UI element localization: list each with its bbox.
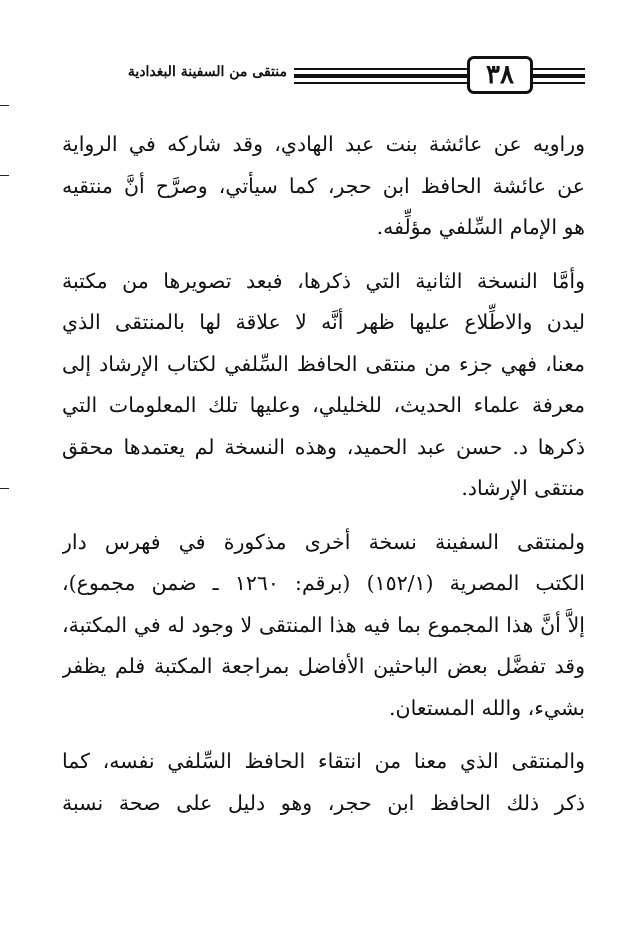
text-line: وقد تفضَّل بعض الباحثين الأفاضل بمراجعة المكتبة فلم يظفر [62,654,585,678]
header-rule-right [533,74,585,78]
text-line: الكتب المصرية (١٥٢/١) (برقم: ١٢٦٠ ـ ضمن مجموع)، [62,571,585,595]
page-header [62,54,585,100]
text-line: ولمنتقى السفينة نسخة أخرى مذكورة في فهرس دار [62,529,585,554]
text-line: وأمَّا النسخة الثانية التي ذكرها، فبعد تصويرها من مكتبة [62,268,585,293]
header-rule-right [533,82,585,84]
header-rule-right [533,68,585,70]
page-number: ٣٨ [486,60,514,90]
text-line: معنا، فهي جزء من منتقى الحافظ السِّلفي لكتاب الإرشاد إلى [62,351,585,376]
text-line: بشيء، والله المستعان. [389,695,585,720]
text-line: وراويه عن عائشة بنت عبد الهادي، وقد شاركه في الرواية [62,132,585,156]
header-rule-left [294,68,467,70]
text-line: عن عائشة الحافظ ابن حجر، كما سيأتي، وصرَّح أنَّ منتقيه [62,173,585,198]
text-line: هو الإمام السِّلفي مؤلِّفه. [376,215,585,239]
margin-mark [0,105,9,106]
text-line: معرفة علماء الحديث، للخليلي، وعليها تلك المعلومات التي [62,393,585,417]
body-text [62,124,585,824]
text-line: والمنتقى الذي معنا من انتقاء الحافظ السِّلفي نفسه، كما [62,749,585,773]
text-line: منتقى الإرشاد. [461,476,585,500]
text-line: ذكر ذلك الحافظ ابن حجر، وهو دليل على صحة نسبة [62,790,585,815]
text-line: ذكرها د. حسن عبد الحميد، وهذه النسخة لم يعتمدها محقق [62,434,585,459]
margin-mark [0,488,9,489]
margin-mark [0,175,9,176]
page-number-box [467,56,533,94]
running-title: منتقى من السفينة البغدادية [127,64,287,80]
header-rule-left [294,82,467,84]
header-rule-left [294,74,467,78]
text-line: إلاَّ أنَّ هذا المجموع بما فيه هذا المنتقى لا وجود له في المكتبة، [62,612,585,637]
text-line: ليدن والاطِّلاع عليها ظهر أنَّه لا علاقة لها بالمنتقى الذي [62,310,585,334]
